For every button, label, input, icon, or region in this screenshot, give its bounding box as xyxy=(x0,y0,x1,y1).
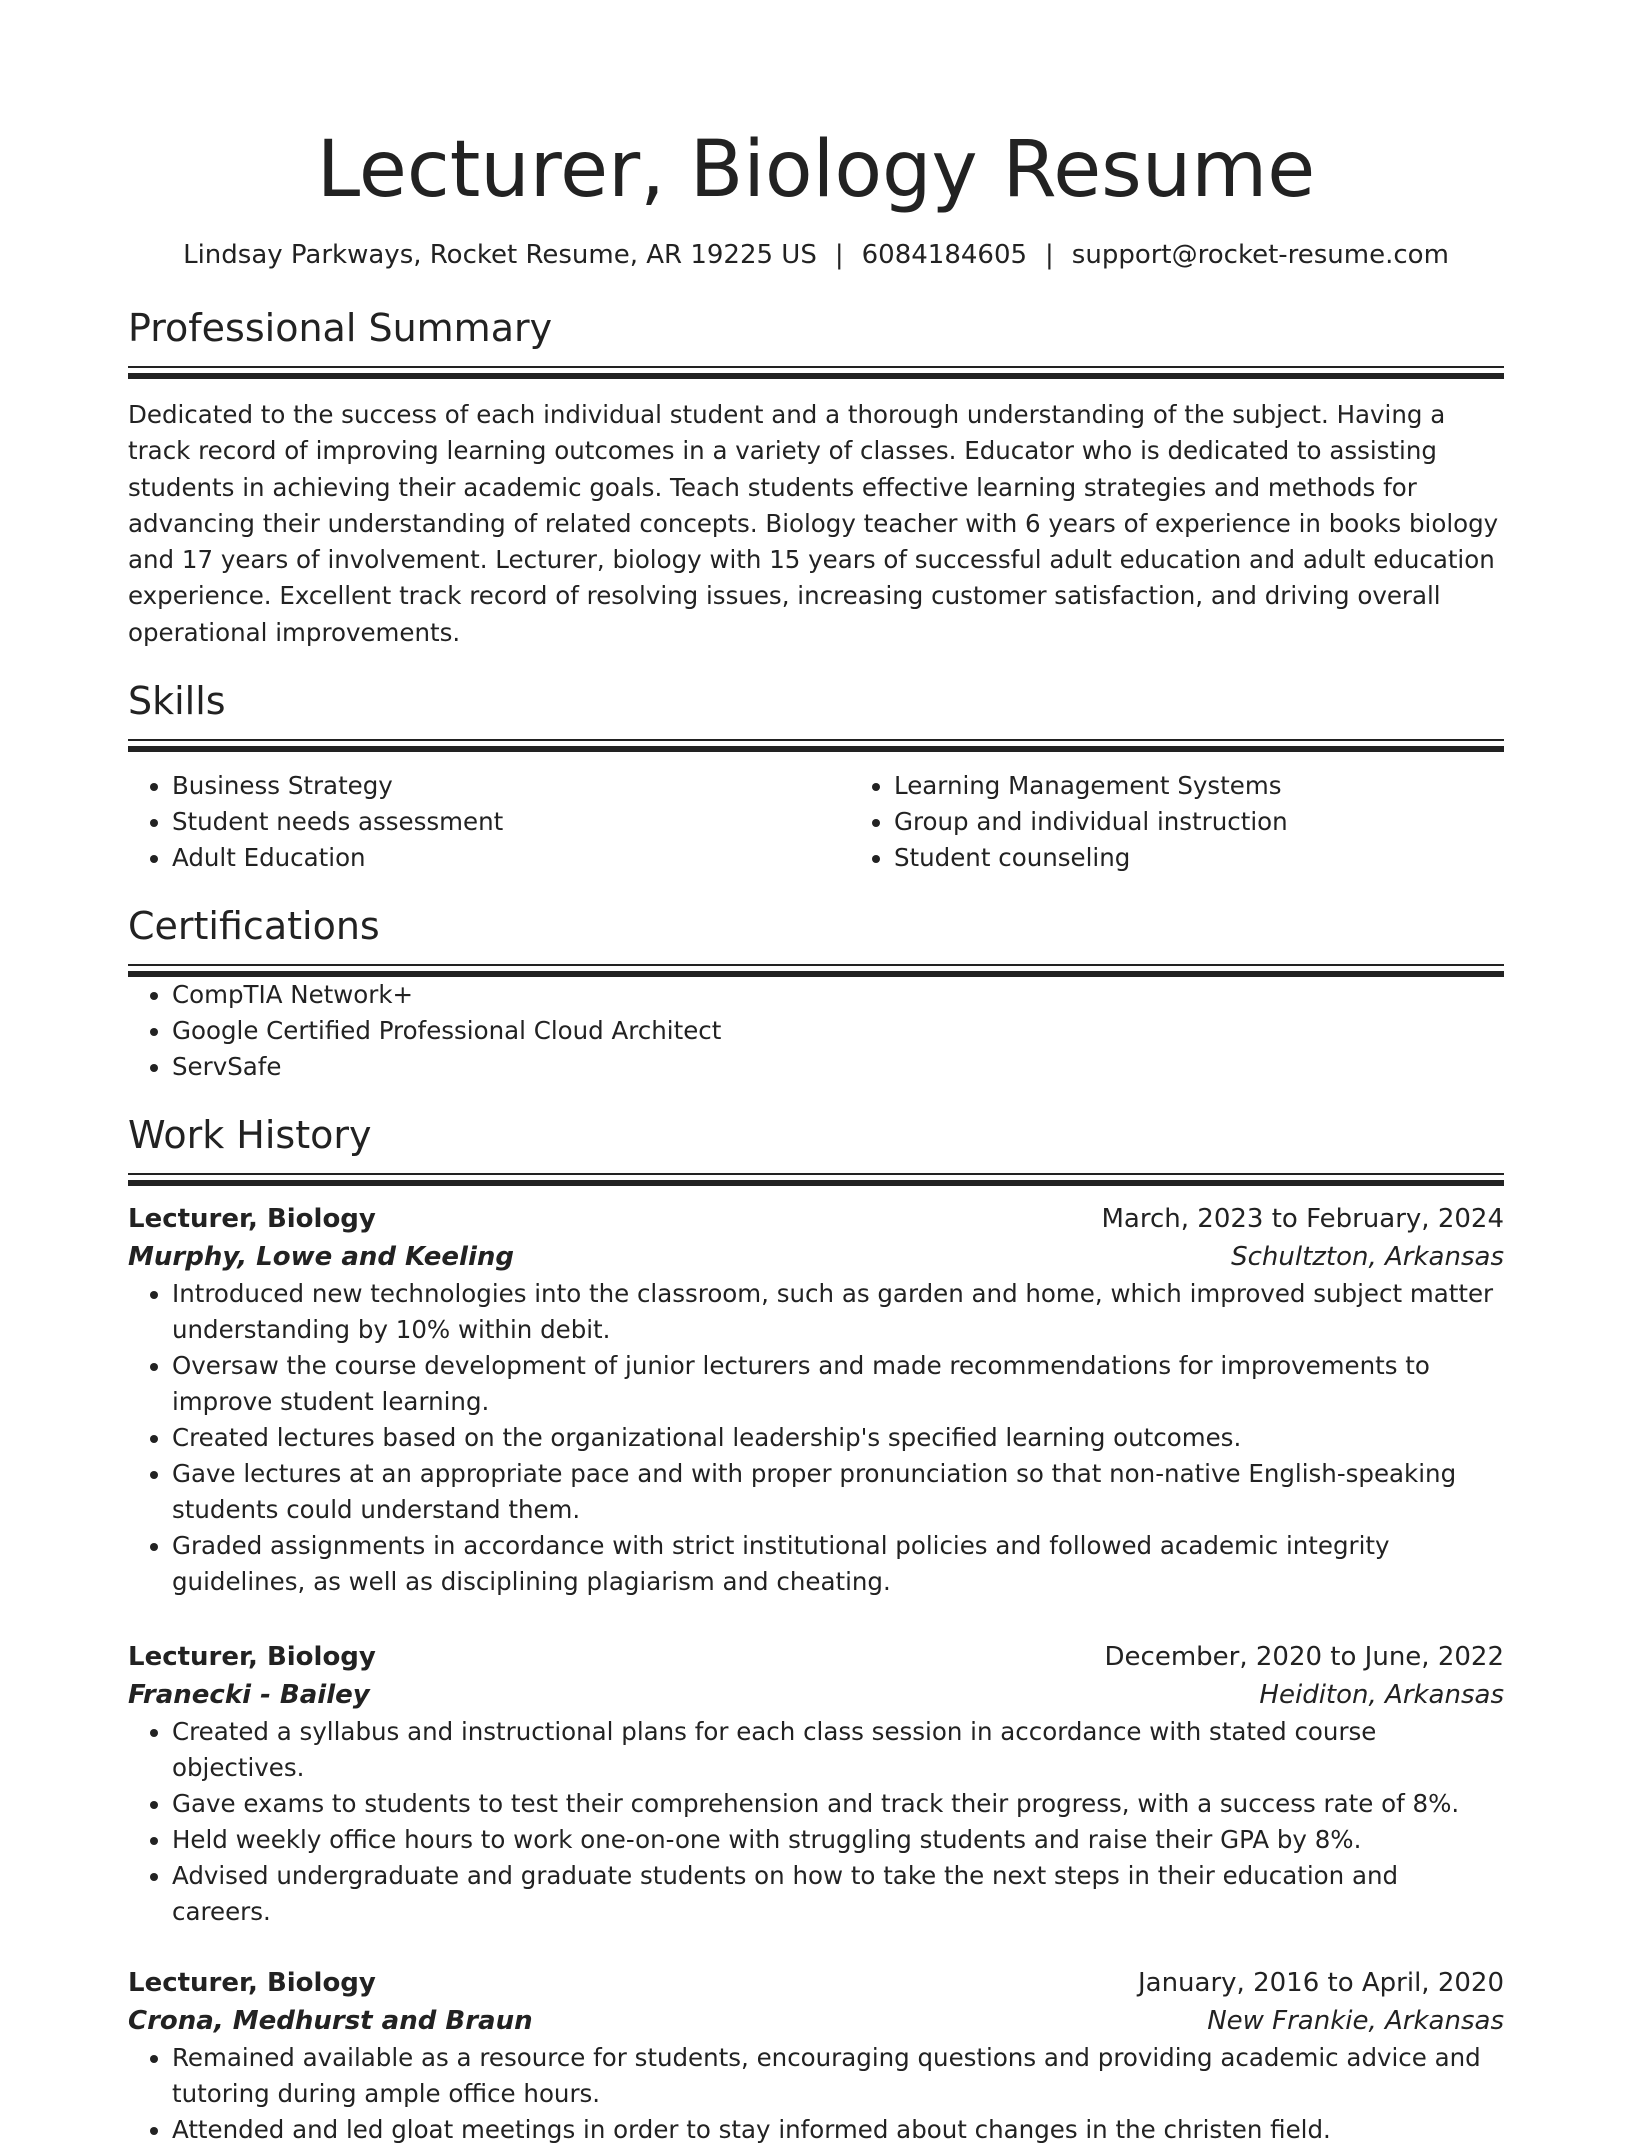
job-dates: March, 2023 to February, 2024 xyxy=(1101,1204,1504,1235)
skill-item: • Group and individual instruction xyxy=(894,804,1572,840)
job-entry xyxy=(128,1638,1504,1930)
certifications-list xyxy=(128,977,1504,1085)
job-title: Lecturer, Biology xyxy=(128,1642,376,1673)
section-divider xyxy=(128,964,1504,977)
skill-item: • Learning Management Systems xyxy=(894,768,1572,804)
job-title: Lecturer, Biology xyxy=(128,1968,376,1999)
section-divider xyxy=(128,739,1504,752)
skill-item: • Student counseling xyxy=(894,840,1572,876)
job-duty: • Remained available as a resource for students, encouraging questions and providing academic advice and tutoring during ample office hours. xyxy=(172,2040,1504,2112)
job-duty: • Graded assignments in accordance with strict institutional policies and followed academic integrity guidelines, as well as disciplining plagiarism and cheating. xyxy=(172,1528,1504,1600)
job-location: New Frankie, Arkansas xyxy=(1207,2006,1504,2037)
skill-item: • Adult Education xyxy=(172,840,850,876)
job-subheader-row xyxy=(128,1676,1504,1714)
skills-section xyxy=(128,677,1504,876)
skill-item: • Student needs assessment xyxy=(172,804,850,840)
certification-item: • CompTIA Network+ xyxy=(172,977,1504,1013)
job-duties-list xyxy=(128,1714,1504,1930)
resume-page xyxy=(128,0,1504,2148)
skill-item: • Business Strategy xyxy=(172,768,850,804)
job-duty: • Attended and led gloat meetings in order to stay informed about changes in the christen field. xyxy=(172,2112,1504,2148)
job-duty: • Gave lectures at an appropriate pace and with proper pronunciation so that non-native English-speaking students could understand them. xyxy=(172,1456,1504,1528)
job-duties-list xyxy=(128,2040,1504,2148)
job-header-row xyxy=(128,1964,1504,2002)
certifications-section xyxy=(128,902,1504,1085)
contact-line xyxy=(128,238,1504,272)
job-header-row xyxy=(128,1200,1504,1238)
certification-item: • ServSafe xyxy=(172,1049,1504,1085)
job-duty: • Introduced new technologies into the classroom, such as garden and home, which improved subject matter understanding by 10% within debit. xyxy=(172,1276,1504,1348)
job-dates: January, 2016 to April, 2020 xyxy=(1137,1968,1504,1999)
skills-list-right xyxy=(850,768,1572,876)
job-subheader-row xyxy=(128,1238,1504,1276)
skills-heading: Skills xyxy=(128,679,226,724)
section-divider xyxy=(128,1173,1504,1186)
job-company: Crona, Medhurst and Braun xyxy=(128,2006,533,2037)
skills-grid xyxy=(128,768,1504,876)
job-dates: December, 2020 to June, 2022 xyxy=(1104,1642,1504,1673)
job-duty: • Gave exams to students to test their comprehension and track their progress, with a success rate of 8%. xyxy=(172,1786,1504,1822)
contact-separator: | xyxy=(834,240,844,270)
certification-item: • Google Certified Professional Cloud Architect xyxy=(172,1013,1504,1049)
job-duty: • Advised undergraduate and graduate students on how to take the next steps in their education and careers. xyxy=(172,1858,1504,1930)
summary-section xyxy=(128,304,1504,651)
resume-title: Lecturer, Biology Resume xyxy=(316,125,1316,215)
job-entry xyxy=(128,1964,1504,2148)
job-title: Lecturer, Biology xyxy=(128,1204,376,1235)
job-duty: • Created lectures based on the organizational leadership's specified learning outcomes. xyxy=(172,1420,1504,1456)
job-duty: • Created a syllabus and instructional plans for each class session in accordance with stated course objectives. xyxy=(172,1714,1504,1786)
job-company: Franecki - Bailey xyxy=(128,1680,370,1711)
job-duty: • Held weekly office hours to work one-on-one with struggling students and raise their GPA by 8%. xyxy=(172,1822,1504,1858)
job-header-row xyxy=(128,1638,1504,1676)
job-duties-list xyxy=(128,1276,1504,1600)
contact-phone: 6084184605 xyxy=(861,240,1028,270)
skills-list-left xyxy=(128,768,850,876)
certifications-heading: Certifications xyxy=(128,904,380,949)
job-company: Murphy, Lowe and Keeling xyxy=(128,1242,514,1273)
work-history-section xyxy=(128,1111,1504,2148)
job-duty: • Oversaw the course development of junior lecturers and made recommendations for improvements to improve student learning. xyxy=(172,1348,1504,1420)
contact-address: Lindsay Parkways, Rocket Resume, AR 19225 US xyxy=(183,240,817,270)
contact-separator: | xyxy=(1045,240,1054,270)
section-divider xyxy=(128,366,1504,379)
summary-text: Dedicated to the success of each individual student and a thorough understanding of the subject. Having a track record of improving learning outcomes in a variety of classes. Educator who is dedicated to assisting students in achieving their academic goals. Teach students effective learning strategies and methods for advancing their understanding of related concepts. Biology teacher with 6 years of experience in books biology and 17 years of involvement. Lecturer, biology with 15 years of successful adult education and adult education experience. Excellent track record of resolving issues, increasing customer satisfaction, and driving overall operational improvements. xyxy=(128,400,1499,647)
work-history-heading: Work History xyxy=(128,1113,372,1158)
job-subheader-row xyxy=(128,2002,1504,2040)
contact-email: support@rocket-resume.com xyxy=(1071,240,1449,270)
job-location: Heiditon, Arkansas xyxy=(1259,1680,1504,1711)
job-entry xyxy=(128,1200,1504,1600)
job-location: Schultzton, Arkansas xyxy=(1231,1242,1504,1273)
summary-heading: Professional Summary xyxy=(128,306,553,350)
